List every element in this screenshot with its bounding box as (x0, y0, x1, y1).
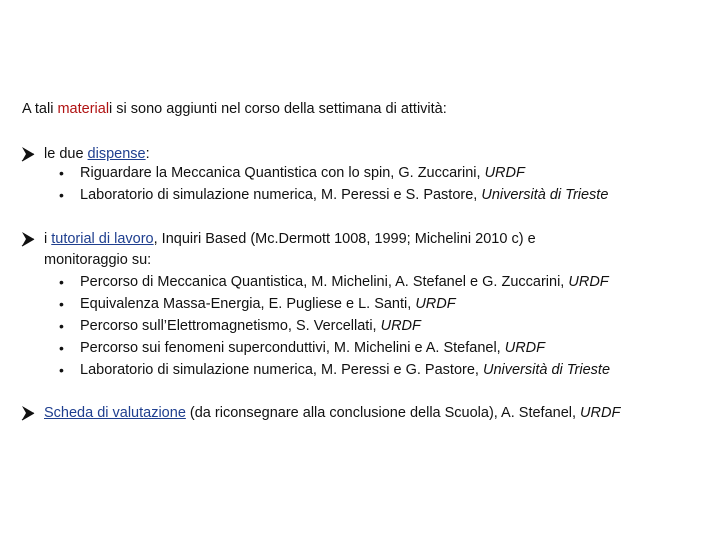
dispense-item-2 (80, 186, 608, 204)
item-affiliation: URDF (568, 274, 609, 290)
section-tutorial-heading (44, 230, 536, 248)
tutorial-item-1 (80, 273, 609, 291)
item-text: Percorso di Meccanica Quantistica, M. Michelini, A. Stefanel e G. Zuccarini, (80, 274, 569, 290)
item-affiliation: URDF (380, 318, 421, 334)
item-affiliation: Università di Trieste (481, 187, 609, 203)
item-affiliation: URDF (415, 296, 456, 312)
tutorial-suffix: , Inquiri Based (Mc.Dermott 1008, 1999; Michelini 2010 c) e (153, 231, 536, 247)
intro-text-before: A tali (22, 101, 58, 117)
bullet-icon: • (59, 318, 64, 334)
tutorial-item-4 (80, 339, 545, 357)
intro-line (22, 100, 447, 118)
item-text: Laboratorio di simulazione numerica, M. Peressi e S. Pastore, (80, 187, 482, 203)
dispense-suffix: : (145, 146, 150, 162)
item-affiliation: Università di Trieste (482, 362, 611, 378)
dispense-prefix: le due (44, 146, 88, 162)
intro-text-after: i si sono aggiunti nel corso della settimana di attività: (109, 101, 447, 117)
scheda-link[interactable]: Scheda di valutazione (44, 405, 186, 421)
section-scheda-heading (44, 404, 620, 422)
item-text: Equivalenza Massa-Energia, E. Pugliese e L. Santi, (80, 296, 416, 312)
intro-highlight-word: material (57, 101, 110, 117)
tutorial-item-2 (80, 295, 456, 313)
tutorial-item-3 (80, 317, 421, 335)
bullet-icon: • (59, 274, 64, 290)
item-text: Percorso sull’Elettromagnetismo, S. Vercellati, (80, 318, 381, 334)
item-text: Riguardare la Meccanica Quantistica con lo spin, G. Zuccarini, (80, 165, 485, 181)
scheda-suffix: (da riconsegnare alla conclusione della Scuola), A. Stefanel, (185, 405, 581, 421)
item-affiliation: URDF (484, 165, 525, 181)
item-text: Percorso sui fenomeni superconduttivi, M. Michelini e A. Stefanel, (80, 340, 505, 356)
dispense-link[interactable]: dispense (87, 146, 146, 162)
bullet-icon: • (59, 362, 64, 378)
arrowhead-bullet-icon (21, 405, 35, 421)
section-dispense-heading (44, 145, 150, 163)
tutorial-link[interactable]: tutorial di lavoro (51, 231, 154, 247)
arrowhead-bullet-icon (21, 231, 35, 247)
arrowhead-bullet-icon (21, 146, 35, 162)
bullet-icon: • (59, 165, 64, 181)
tutorial-prefix: i (44, 231, 52, 247)
bullet-icon: • (59, 340, 64, 356)
item-text: Laboratorio di simulazione numerica, M. Peressi e G. Pastore, (80, 362, 483, 378)
bullet-icon: • (59, 187, 64, 203)
scheda-affiliation: URDF (580, 405, 621, 421)
tutorial-item-5 (80, 361, 610, 379)
tutorial-heading-line2: monitoraggio su: (44, 252, 152, 268)
dispense-item-1 (80, 164, 525, 182)
bullet-icon: • (59, 296, 64, 312)
item-affiliation: URDF (504, 340, 546, 356)
